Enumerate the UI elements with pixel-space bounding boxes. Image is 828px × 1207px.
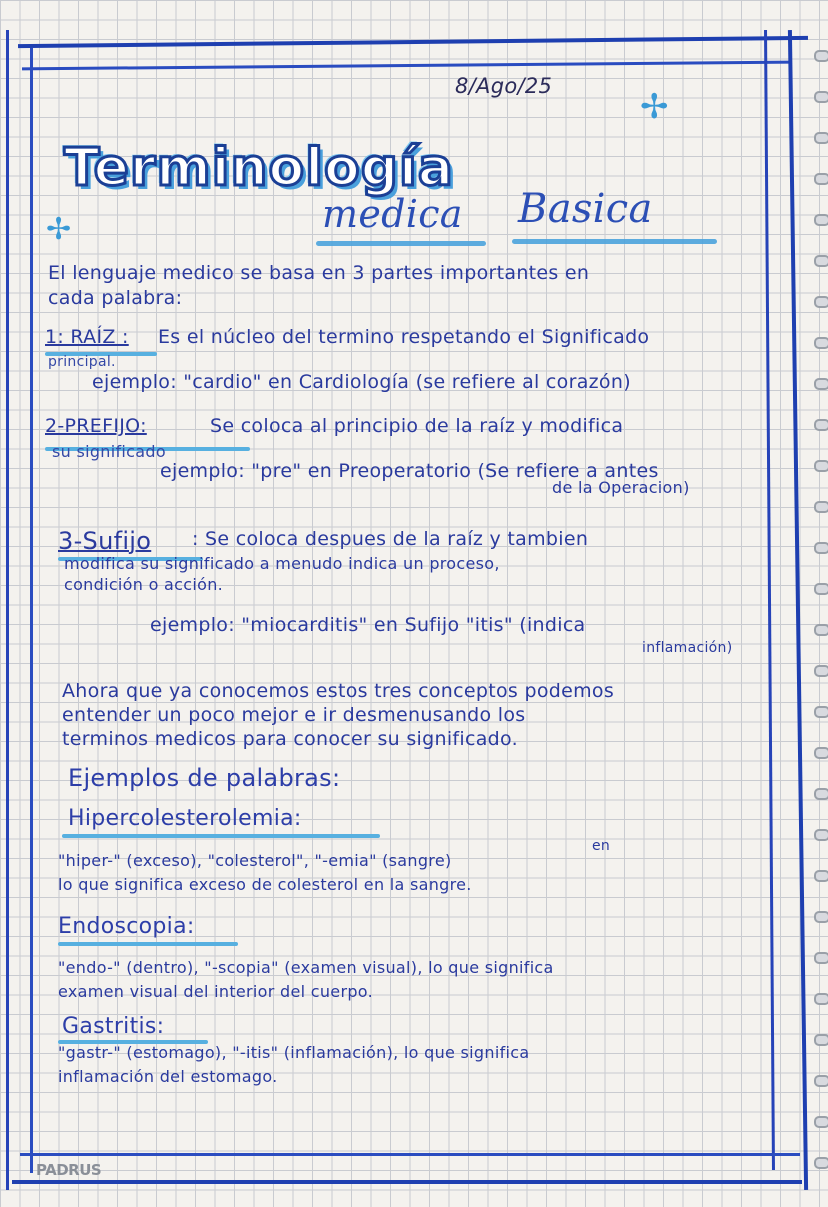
frame-line <box>788 30 808 1190</box>
frame-line <box>764 30 775 1170</box>
word-meaning: inflamación del estomago. <box>58 1067 278 1086</box>
sufijo-heading: 3-Sufijo <box>58 527 152 555</box>
binding-ring <box>814 255 828 267</box>
examples-heading: Ejemplos de palabras: <box>68 764 341 792</box>
frame-line <box>6 30 9 1190</box>
binding-ring <box>814 214 828 226</box>
sparkle-icon: ✢ <box>640 87 669 127</box>
word-breakdown: "hiper-" (exceso), "colesterol", "-emia" (sangre) <box>58 851 452 870</box>
binding-ring <box>814 132 828 144</box>
sparkle-icon: ✢ <box>46 212 72 247</box>
title-word-medica: medica <box>322 192 463 236</box>
raiz-heading: 1: RAÍZ : <box>45 326 129 348</box>
title-word-basica: Basica <box>518 186 653 232</box>
highlight-bar <box>62 834 380 838</box>
binding-ring <box>814 706 828 718</box>
closing-line: Ahora que ya conocemos estos tres conceptos podemos <box>62 680 615 702</box>
intro-line: El lenguaje medico se basa en 3 partes importantes en <box>48 262 590 284</box>
page-title: Terminología <box>64 138 454 198</box>
binding-ring <box>814 624 828 636</box>
word-hipercolesterolemia: Hipercolesterolemia: <box>68 806 302 831</box>
word-breakdown: "endo-" (dentro), "-scopia" (examen visual), lo que significa <box>58 958 554 977</box>
binding-ring <box>814 542 828 554</box>
frame-line <box>12 1180 802 1184</box>
binding-ring <box>814 337 828 349</box>
prefijo-heading: 2-PREFIJO: <box>45 415 147 437</box>
binding-ring <box>814 1034 828 1046</box>
title-underline <box>316 241 486 246</box>
frame-line <box>18 36 808 48</box>
word-breakdown: "gastr-" (estomago), "-itis" (inflamación), lo que significa <box>58 1043 530 1062</box>
closing-line: terminos medicos para conocer su significado. <box>62 728 518 750</box>
binding-ring <box>814 460 828 472</box>
binding-ring <box>814 829 828 841</box>
binding-ring <box>814 1116 828 1128</box>
word-meaning: examen visual del interior del cuerpo. <box>58 982 373 1001</box>
word-endoscopia: Endoscopia: <box>58 914 195 939</box>
frame-line <box>20 1153 800 1156</box>
binding-ring <box>814 50 828 62</box>
binding-ring <box>814 788 828 800</box>
closing-line: entender un poco mejor e ir desmenusando los <box>62 704 526 726</box>
raiz-definition-cont: principal. <box>48 354 116 370</box>
spiral-binding-icon <box>812 40 828 1200</box>
binding-ring <box>814 91 828 103</box>
prefijo-definition-cont: su significado <box>52 442 166 461</box>
word-gastritis: Gastritis: <box>62 1014 165 1039</box>
prefijo-example: ejemplo: "pre" en Preoperatorio (Se refiere a antes <box>160 460 659 482</box>
binding-ring <box>814 583 828 595</box>
word-note: en <box>592 838 611 854</box>
brand-logo: PADRUS <box>36 1161 102 1179</box>
binding-ring <box>814 747 828 759</box>
intro-line: cada palabra: <box>48 287 183 309</box>
binding-ring <box>814 1157 828 1169</box>
sufijo-example-cont: inflamación) <box>642 640 733 656</box>
raiz-definition: Es el núcleo del termino respetando el Significado <box>158 326 650 348</box>
binding-ring <box>814 296 828 308</box>
title-underline <box>512 239 717 244</box>
binding-ring <box>814 173 828 185</box>
frame-line <box>22 61 792 71</box>
word-meaning: lo que significa exceso de colesterol en la sangre. <box>58 875 472 894</box>
binding-ring <box>814 1075 828 1087</box>
highlight-bar <box>58 942 238 946</box>
binding-ring <box>814 993 828 1005</box>
prefijo-example-cont: de la Operacion) <box>552 478 690 497</box>
binding-ring <box>814 501 828 513</box>
binding-ring <box>814 911 828 923</box>
frame-line <box>30 48 33 1173</box>
sufijo-example: ejemplo: "miocarditis" en Sufijo "itis" (indica <box>150 614 586 636</box>
binding-ring <box>814 378 828 390</box>
sufijo-definition-cont: modifica su significado a menudo indica un proceso, <box>64 554 500 573</box>
prefijo-definition: Se coloca al principio de la raíz y modifica <box>210 415 624 437</box>
raiz-example: ejemplo: "cardio" en Cardiología (se refiere al corazón) <box>92 371 631 393</box>
sufijo-definition: : Se coloca despues de la raíz y tambien <box>192 528 589 550</box>
date: 8/Ago/25 <box>455 74 553 98</box>
sufijo-definition-cont: condición o acción. <box>64 575 224 594</box>
binding-ring <box>814 870 828 882</box>
binding-ring <box>814 419 828 431</box>
binding-ring <box>814 665 828 677</box>
binding-ring <box>814 952 828 964</box>
